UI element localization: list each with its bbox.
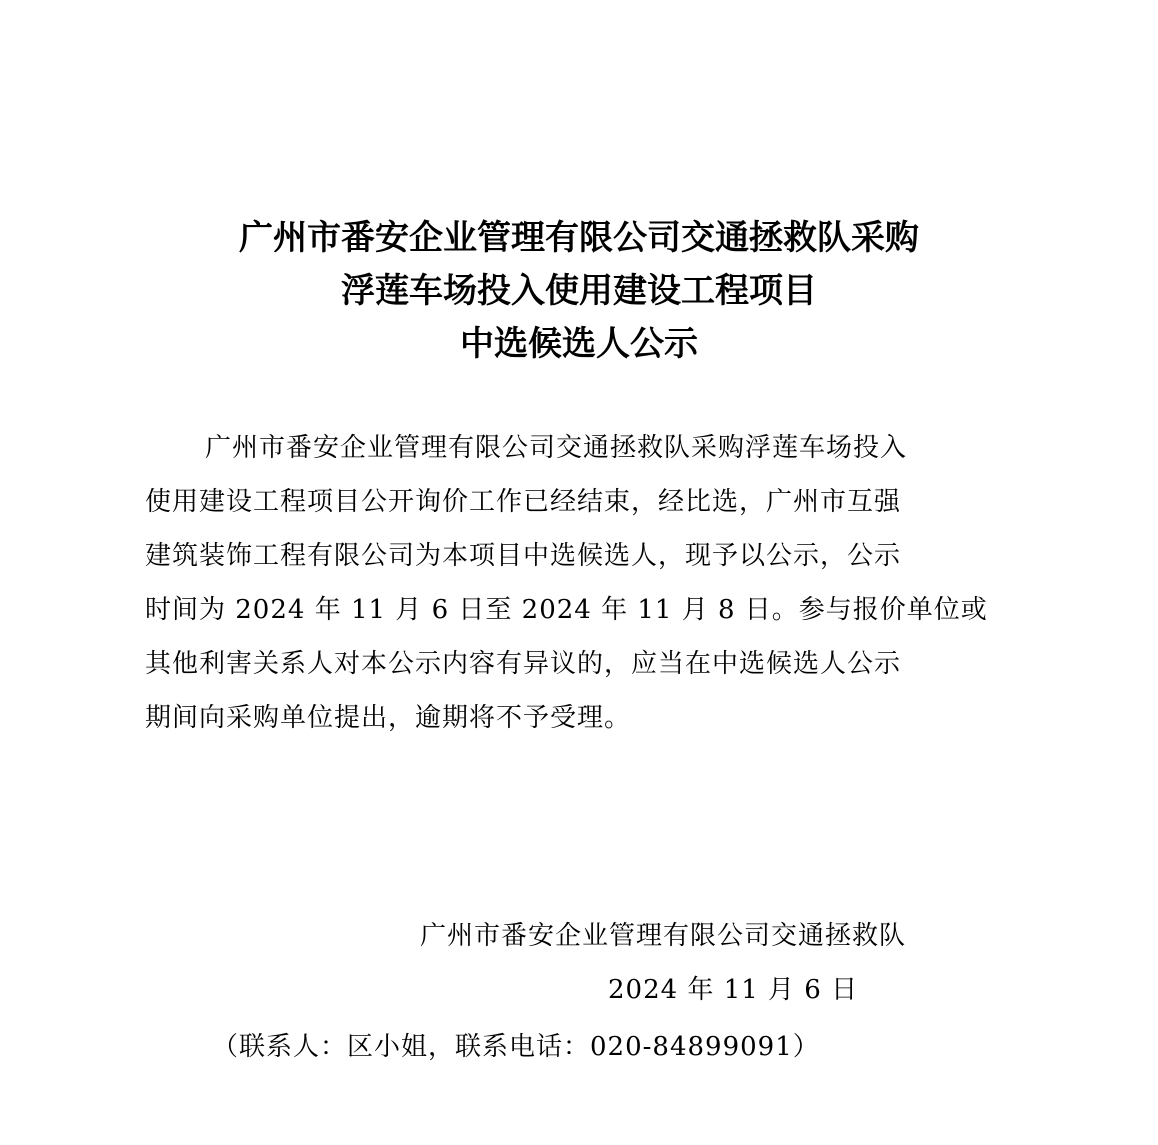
body-line-2: 使用建设工程项目公开询价工作已经结束，经比选，广州市互强 <box>145 487 902 517</box>
title-line-1: 广州市番安企业管理有限公司交通拯救队采购 <box>239 218 919 258</box>
title-line-3: 中选候选人公示 <box>460 324 698 364</box>
contact-info: （联系人：区小姐，联系电话：020-84899091） <box>212 1032 820 1062</box>
body-line-3: 建筑装饰工程有限公司为本项目中选候选人，现予以公示，公示 <box>145 541 902 571</box>
body-line-5: 其他利害关系人对本公示内容有异议的，应当在中选候选人公示 <box>145 649 902 679</box>
title-line-2: 浮莲车场投入使用建设工程项目 <box>341 271 817 311</box>
notice-body <box>145 421 1020 745</box>
body-line-4: 时间为 2024 年 11 月 6 日至 2024 年 11 月 8 日。参与报价单位或 <box>145 595 988 625</box>
body-line-1: 广州市番安企业管理有限公司交通拯救队采购浮莲车场投入 <box>205 433 908 463</box>
signature-organization: 广州市番安企业管理有限公司交通拯救队 <box>420 921 907 951</box>
signature-date: 2024 年 11 月 6 日 <box>608 975 859 1005</box>
body-line-6: 期间向采购单位提出，逾期将不予受理。 <box>145 703 632 733</box>
document-title <box>0 212 1158 371</box>
